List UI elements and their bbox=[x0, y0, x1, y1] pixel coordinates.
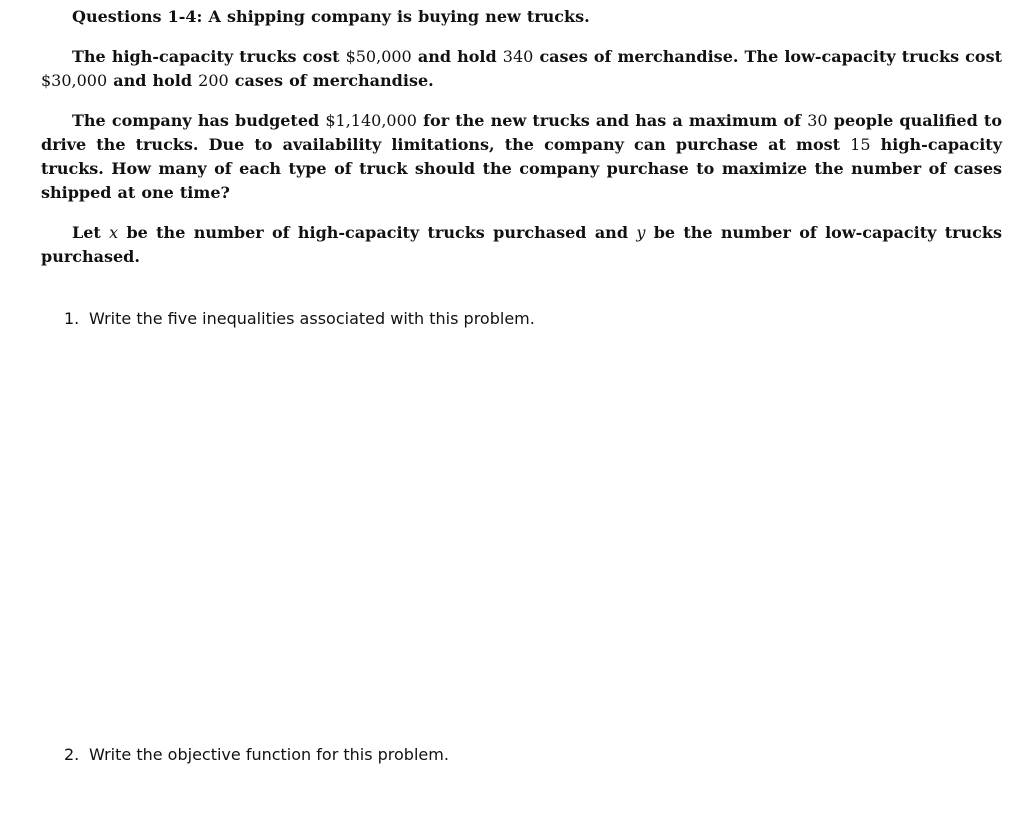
value-low-cost: $30,000 bbox=[41, 71, 108, 90]
value-budget: $1,140,000 bbox=[325, 111, 417, 130]
text-run: The high-capacity trucks cost bbox=[72, 47, 346, 66]
question-2 bbox=[64, 745, 449, 765]
text-run: be the number of low-capacity trucks purchased. bbox=[41, 223, 1003, 266]
variable-y: y bbox=[636, 223, 646, 242]
intro-heading-label: Questions 1-4: bbox=[72, 7, 203, 26]
value-high-cost: $50,000 bbox=[345, 47, 412, 66]
intro-heading-text: A shipping company is buying new trucks. bbox=[202, 7, 590, 26]
question-text: Write the objective function for this problem. bbox=[89, 745, 449, 764]
paragraph-constraints bbox=[41, 109, 1002, 205]
value-max-high-trucks: 15 bbox=[850, 135, 871, 154]
question-number: 1. bbox=[64, 309, 80, 328]
text-run: be the number of high-capacity trucks purchased and bbox=[118, 223, 637, 242]
text-run: people qualified to drive the trucks. Due to availability limitations, the company can purchase at most bbox=[41, 111, 1002, 154]
paragraph-variables bbox=[41, 221, 1002, 269]
text-run: and hold bbox=[411, 47, 503, 66]
text-run: cases of merchandise. bbox=[228, 71, 434, 90]
intro-heading bbox=[41, 5, 1002, 29]
question-1 bbox=[64, 309, 535, 329]
paragraph-truck-costs bbox=[41, 45, 1002, 93]
text-run: The company has budgeted bbox=[72, 111, 326, 130]
value-low-cases: 200 bbox=[198, 71, 229, 90]
text-run: for the new trucks and has a maximum of bbox=[416, 111, 808, 130]
text-run: and hold bbox=[107, 71, 199, 90]
variable-x: x bbox=[109, 223, 119, 242]
value-high-cases: 340 bbox=[502, 47, 534, 66]
text-run: high-capacity trucks. How many of each type of truck should the company purchase to maximize the number of cases shipped at one time? bbox=[41, 135, 1002, 202]
text-run: cases of merchandise. The low-capacity trucks cost bbox=[533, 47, 1002, 66]
text-run: Let bbox=[72, 223, 110, 242]
question-text: Write the five inequalities associated with this problem. bbox=[89, 309, 535, 328]
value-max-drivers: 30 bbox=[807, 111, 828, 130]
question-number: 2. bbox=[64, 745, 80, 764]
